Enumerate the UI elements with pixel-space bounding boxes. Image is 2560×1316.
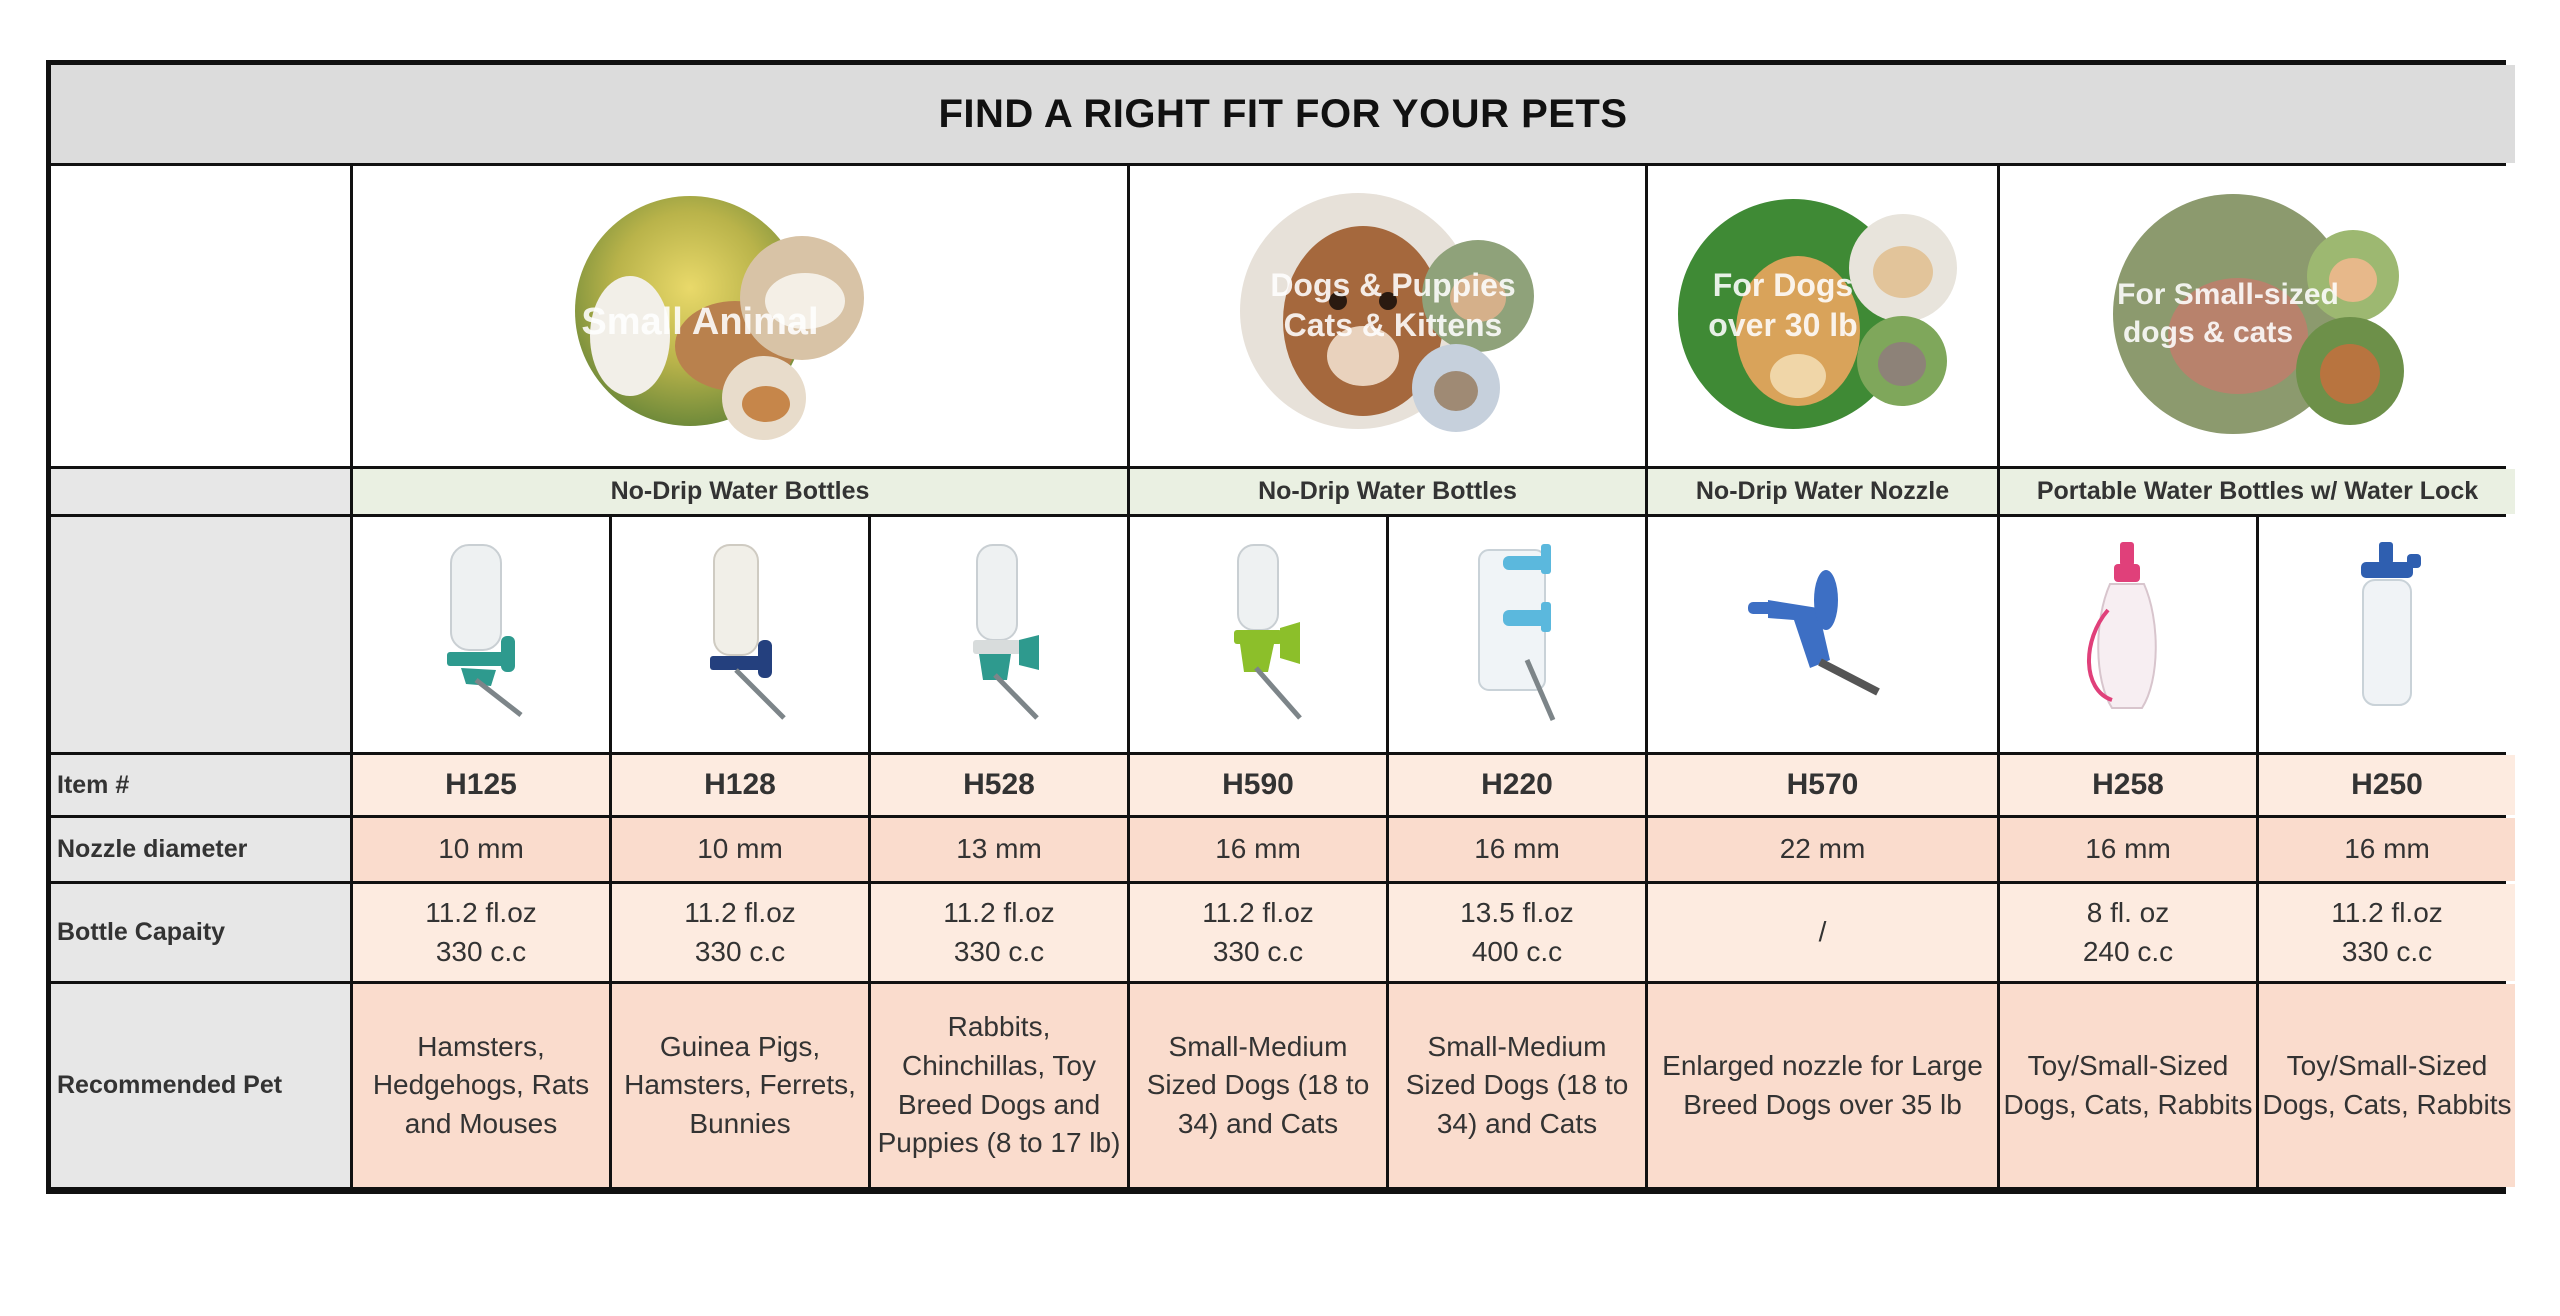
recommended-pet: Toy/Small-Sized Dogs, Cats, Rabbits xyxy=(2000,984,2256,1187)
recommended-pet: Enlarged nozzle for Large Breed Dogs over 35 lb xyxy=(1648,984,1997,1187)
recommended-pet: Small-Medium Sized Dogs (18 to 34) and Cats xyxy=(1389,984,1645,1187)
item-number: H125 xyxy=(353,755,609,815)
corner-cell xyxy=(51,166,350,466)
category-row-label xyxy=(51,469,350,514)
large-dogs-photo xyxy=(1648,166,1997,466)
category-header-small-animal: No-Drip Water Bottles xyxy=(353,469,1127,514)
item-number: H258 xyxy=(2000,755,2256,815)
small-dogs-cats-overlay-line2: dogs & cats xyxy=(2122,316,2293,349)
item-number: H220 xyxy=(1389,755,1645,815)
dogs-cats-overlay-line2: Cats & Kittens xyxy=(1283,307,1502,343)
dogs-cats-overlay-line1: Dogs & Puppies xyxy=(1269,267,1516,303)
category-header-dogs-cats: No-Drip Water Bottles xyxy=(1130,469,1645,514)
recommended-pet: Small-Medium Sized Dogs (18 to 34) and Cats xyxy=(1130,984,1386,1187)
nozzle-diameter: 22 mm xyxy=(1648,818,1997,881)
product-image-h590 xyxy=(1130,517,1386,752)
product-image-h128 xyxy=(612,517,868,752)
product-image-h528 xyxy=(871,517,1127,752)
small-animal-overlay-text: Small Animal xyxy=(581,301,819,343)
large-dogs-overlay-line2: over 30 lb xyxy=(1707,307,1858,343)
product-image-h250 xyxy=(2259,517,2515,752)
item-number: H250 xyxy=(2259,755,2515,815)
recommended-pet: Guinea Pigs, Hamsters, Ferrets, Bunnies xyxy=(612,984,868,1187)
small-animal-photo xyxy=(353,166,1127,466)
nozzle-diameter: 16 mm xyxy=(1130,818,1386,881)
row-label-capacity: Bottle Capaity xyxy=(51,884,350,981)
bottle-capacity: 11.2 fl.oz 330 c.c xyxy=(353,884,609,981)
bottle-capacity: 8 fl. oz 240 c.c xyxy=(2000,884,2256,981)
nozzle-diameter: 10 mm xyxy=(612,818,868,881)
bottle-capacity: 11.2 fl.oz 330 c.c xyxy=(871,884,1127,981)
product-image-h570 xyxy=(1648,517,1997,752)
bottle-capacity: 13.5 fl.oz 400 c.c xyxy=(1389,884,1645,981)
row-label-nozzle: Nozzle diameter xyxy=(51,818,350,881)
bottle-capacity: 11.2 fl.oz 330 c.c xyxy=(612,884,868,981)
nozzle-diameter: 13 mm xyxy=(871,818,1127,881)
recommended-pet: Toy/Small-Sized Dogs, Cats, Rabbits xyxy=(2259,984,2515,1187)
nozzle-diameter: 16 mm xyxy=(2000,818,2256,881)
category-header-nozzle: No-Drip Water Nozzle xyxy=(1648,469,1997,514)
row-label-item: Item # xyxy=(51,755,350,815)
large-dogs-overlay-line1: For Dogs xyxy=(1712,267,1853,303)
small-dogs-cats-overlay-line1: For Small-sized xyxy=(2116,278,2339,311)
nozzle-diameter: 16 mm xyxy=(1389,818,1645,881)
product-image-h125 xyxy=(353,517,609,752)
pet-fit-table xyxy=(46,60,2512,1194)
dogs-cats-photo xyxy=(1130,166,1645,466)
category-header-portable: Portable Water Bottles w/ Water Lock xyxy=(2000,469,2515,514)
bottle-capacity: 11.2 fl.oz 330 c.c xyxy=(2259,884,2515,981)
recommended-pet: Rabbits, Chinchillas, Toy Breed Dogs and Puppies (8 to 17 lb) xyxy=(871,984,1127,1187)
item-number: H590 xyxy=(1130,755,1386,815)
nozzle-diameter: 10 mm xyxy=(353,818,609,881)
product-image-row-label xyxy=(51,517,350,752)
bottle-capacity: 11.2 fl.oz 330 c.c xyxy=(1130,884,1386,981)
product-image-h220 xyxy=(1389,517,1645,752)
item-number: H128 xyxy=(612,755,868,815)
product-image-h258 xyxy=(2000,517,2256,752)
recommended-pet: Hamsters, Hedgehogs, Rats and Mouses xyxy=(353,984,609,1187)
item-number: H570 xyxy=(1648,755,1997,815)
table-title: FIND A RIGHT FIT FOR YOUR PETS xyxy=(51,65,2515,163)
bottle-capacity: / xyxy=(1648,884,1997,981)
small-dogs-cats-photo xyxy=(2000,166,2515,466)
row-label-recommended: Recommended Pet xyxy=(51,984,350,1187)
nozzle-diameter: 16 mm xyxy=(2259,818,2515,881)
item-number: H528 xyxy=(871,755,1127,815)
